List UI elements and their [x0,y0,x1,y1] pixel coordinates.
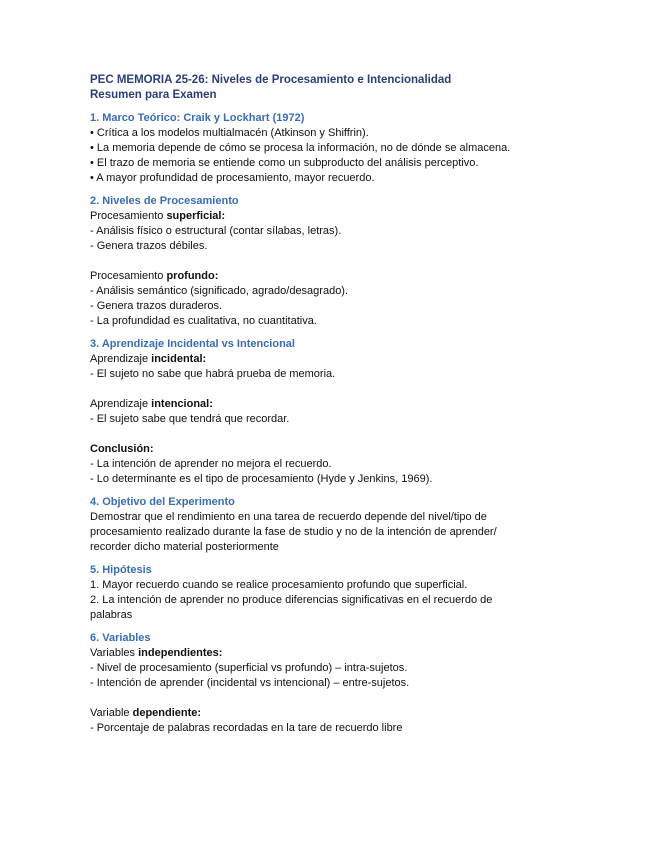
list-item: - Porcentaje de palabras recordadas en la tare de recuerdo libre [90,722,403,734]
section-heading-hipotesis: 5. Hipótesis [90,564,152,576]
document-title: PEC MEMORIA 25-26: Niveles de Procesamiento e Intencionalidad [90,74,452,86]
subheading-dependiente: Variable dependiente: [90,707,202,719]
subheading-independientes: Variables independientes: [90,647,223,659]
section-heading-marco-teorico: 1. Marco Teórico: Craik y Lockhart (1972) [90,112,305,124]
subheading-incidental: Aprendizaje incidental: [90,353,207,365]
list-item: - La intención de aprender no mejora el recuerdo. [90,458,332,470]
list-item: - Genera trazos duraderos. [90,300,223,312]
subheading-intencional: Aprendizaje intencional: [90,398,213,410]
section-heading-niveles: 2. Niveles de Procesamiento [90,195,239,207]
subheading-profundo: Procesamiento profundo: [90,270,219,282]
section-heading-variables: 6. Variables [90,632,151,644]
document-subtitle: Resumen para Examen [90,89,217,101]
bullet-item: • A mayor profundidad de procesamiento, mayor recuerdo. [90,172,375,184]
document-page [90,73,630,736]
list-item: - Intención de aprender (incidental vs intencional) – entre-sujetos. [90,677,410,689]
hypothesis-item: 2. La intención de aprender no produce diferencias significativas en el recuerdo de palabras [90,594,493,621]
section-heading-aprendizaje: 3. Aprendizaje Incidental vs Intencional [90,338,295,350]
bullet-item: • La memoria depende de cómo se procesa la información, no de dónde se almacena. [90,142,511,154]
list-item: - Lo determinante es el tipo de procesamiento (Hyde y Jenkins, 1969). [90,473,433,485]
list-item: - La profundidad es cualitativa, no cuantitativa. [90,315,317,327]
list-item: - El sujeto no sabe que habrá prueba de memoria. [90,368,336,380]
list-item: - Análisis físico o estructural (contar sílabas, letras). [90,225,342,237]
objetivo-paragraph: Demostrar que el rendimiento en una tarea de recuerdo depende del nivel/tipo de procesamiento realizado durante la fase de studio y no de la intención de aprender/ recorder dicho material posteriormente [90,511,497,553]
bullet-item: • Crítica a los modelos multialmacén (Atkinson y Shiffrin). [90,127,369,139]
list-item: - Nivel de procesamiento (superficial vs profundo) – intra-sujetos. [90,662,408,674]
list-item: - Genera trazos débiles. [90,240,208,252]
list-item: - El sujeto sabe que tendrá que recordar. [90,413,290,425]
bullet-item: • El trazo de memoria se entiende como un subproducto del análisis perceptivo. [90,157,479,169]
hypothesis-item: 1. Mayor recuerdo cuando se realice procesamiento profundo que superficial. [90,579,468,591]
subheading-conclusion: Conclusión: [90,443,154,455]
list-item: - Análisis semántico (significado, agrado/desagrado). [90,285,349,297]
subheading-superficial: Procesamiento superficial: [90,210,226,222]
section-heading-objetivo: 4. Objetivo del Experimento [90,496,235,508]
